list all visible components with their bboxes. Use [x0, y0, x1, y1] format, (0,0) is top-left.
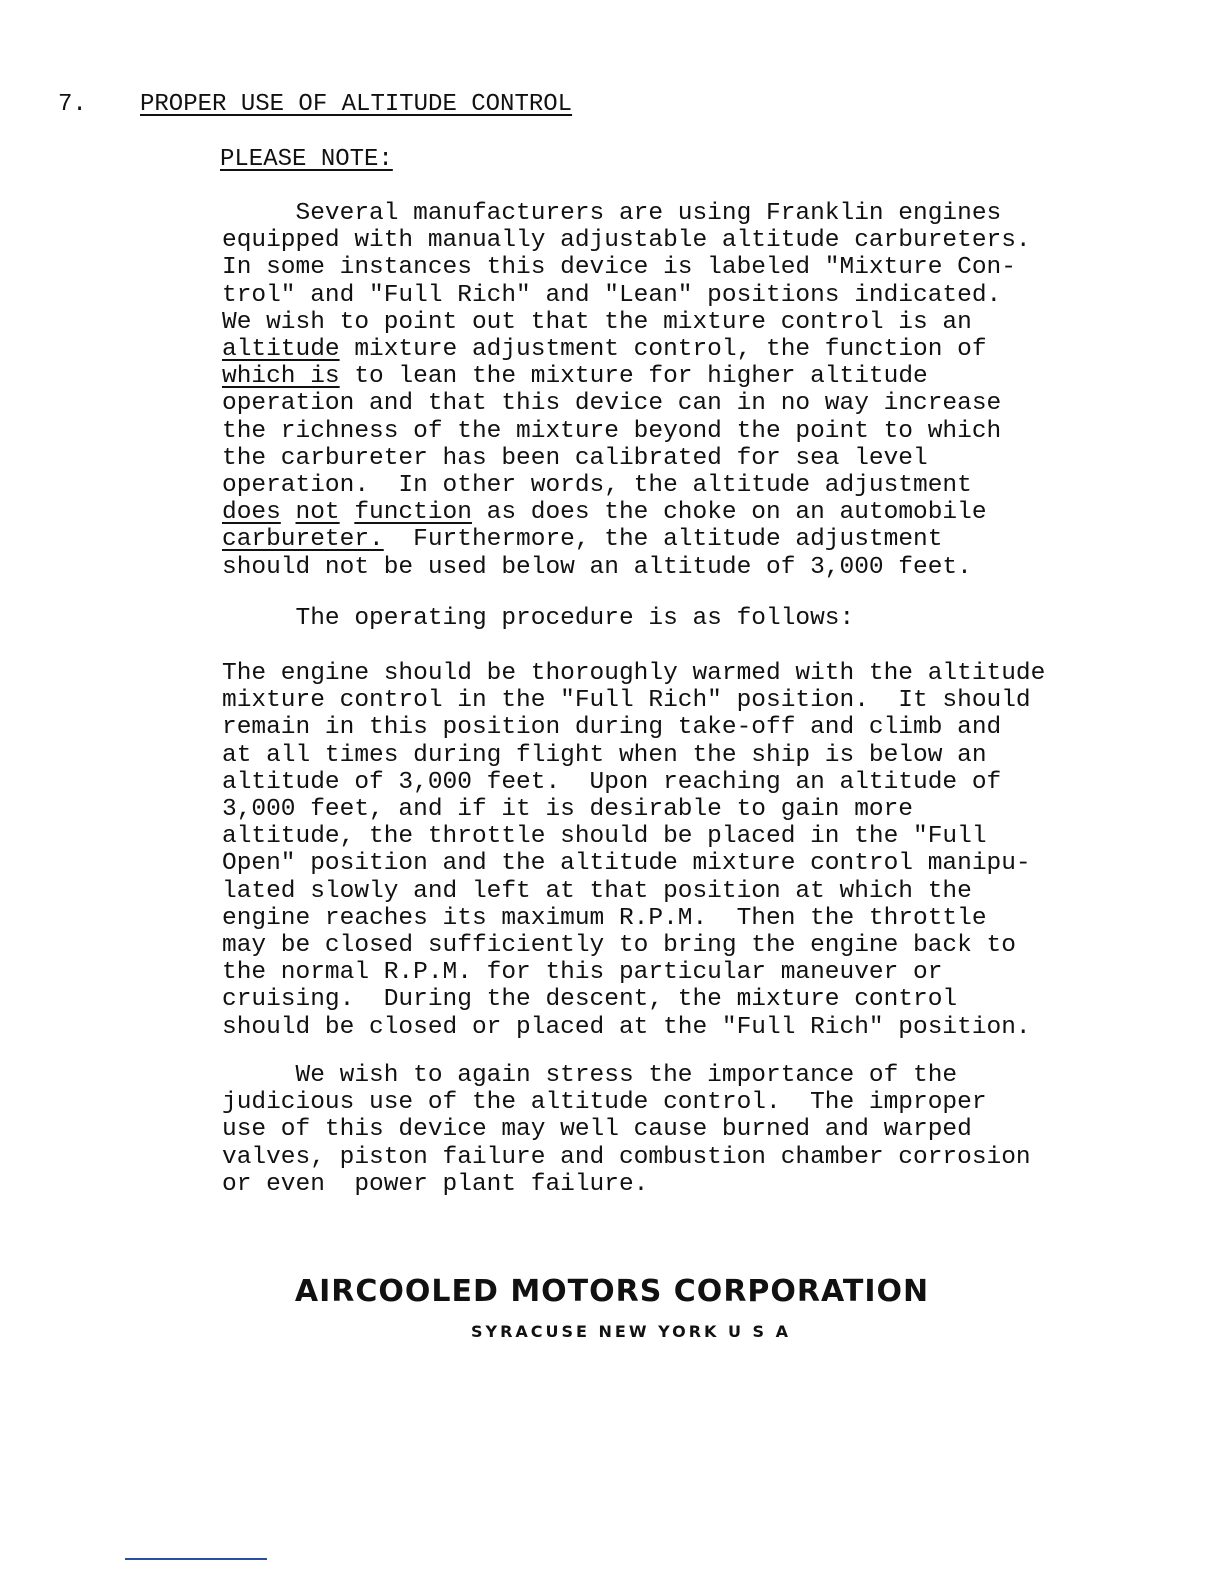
text-line: the carbureter has been calibrated for sea level	[222, 444, 928, 472]
underlined-text: function	[354, 499, 472, 527]
text-line: cruising. During the descent, the mixture control	[222, 986, 958, 1014]
text-line: use of this device may well cause burned and warped	[222, 1116, 972, 1144]
note-label: PLEASE NOTE:	[220, 146, 393, 173]
text-line	[222, 363, 1182, 390]
text-line: We wish to again stress the importance of the	[222, 1062, 958, 1089]
text-line: judicious use of the altitude control. The improper	[222, 1089, 987, 1117]
paragraph-warning	[222, 1062, 1182, 1198]
text-line: should be closed or placed at the "Full Rich" position.	[222, 1013, 1031, 1041]
text-line: may be closed sufficiently to bring the engine back to	[222, 932, 1016, 960]
text-line: lated slowly and left at that position at which the	[222, 877, 972, 905]
text-span: mixture adjustment control, the function of	[339, 336, 987, 364]
underlined-text: altitude	[222, 336, 340, 364]
paragraph-procedure	[222, 660, 1182, 1041]
text-line: The operating procedure is as follows:	[222, 605, 855, 632]
text-line: The engine should be thoroughly warmed with the altitude	[222, 660, 1046, 687]
text-line	[222, 499, 1182, 526]
underlined-text: carbureter.	[222, 526, 384, 554]
text-line: at all times during flight when the ship is below an	[222, 741, 987, 769]
text-line: Open" position and the altitude mixture control manipu-	[222, 850, 1031, 878]
text-line: equipped with manually adjustable altitude carbureters.	[222, 227, 1031, 255]
text-line: the richness of the mixture beyond the point to which	[222, 417, 1002, 445]
underlined-text: not	[295, 499, 340, 527]
text-span: Furthermore, the altitude adjustment	[383, 526, 943, 554]
text-line: altitude of 3,000 feet. Upon reaching an altitude of	[222, 768, 1002, 796]
text-line	[222, 336, 1182, 363]
text-line: or even power plant failure.	[222, 1170, 649, 1198]
underlined-text: does	[222, 499, 281, 527]
section-number: 7.	[58, 91, 87, 118]
text-line: 3,000 feet, and if it is desirable to gain more	[222, 796, 914, 824]
text-line: valves, piston failure and combustion chamber corrosion	[222, 1143, 1031, 1171]
text-line: operation. In other words, the altitude adjustment	[222, 472, 972, 500]
section-heading	[58, 88, 572, 122]
text-line: altitude, the throttle should be placed in the "Full	[222, 823, 987, 851]
text-line: should not be used below an altitude of 3,000 feet.	[222, 553, 972, 581]
paragraph-procedure-intro	[222, 605, 1182, 632]
text-line: In some instances this device is labeled "Mixture Con-	[222, 254, 1016, 282]
company-name: AIRCOOLED MOTORS CORPORATION	[294, 1274, 930, 1309]
company-location: SYRACUSE NEW YORK U S A	[470, 1322, 792, 1341]
text-line	[222, 526, 1182, 553]
text-line: operation and that this device can in no way increase	[222, 390, 1002, 418]
text-line: engine reaches its maximum R.P.M. Then the throttle	[222, 904, 987, 932]
text-line: remain in this position during take-off and climb and	[222, 714, 1002, 742]
paragraph-intro	[222, 200, 1182, 581]
text-line: the normal R.P.M. for this particular maneuver or	[222, 959, 943, 987]
footer-rule	[125, 1558, 267, 1560]
text-line: We wish to point out that the mixture control is an	[222, 308, 972, 336]
text-line: mixture control in the "Full Rich" position. It should	[222, 687, 1031, 715]
text-line: trol" and "Full Rich" and "Lean" positions indicated.	[222, 281, 1002, 309]
text-span: as does the choke on an automobile	[471, 499, 987, 527]
section-title: PROPER USE OF ALTITUDE CONTROL	[140, 91, 573, 118]
text-line: Several manufacturers are using Franklin engines	[222, 200, 1002, 227]
underlined-text: which is	[222, 363, 340, 391]
text-span: to lean the mixture for higher altitude	[339, 363, 928, 391]
